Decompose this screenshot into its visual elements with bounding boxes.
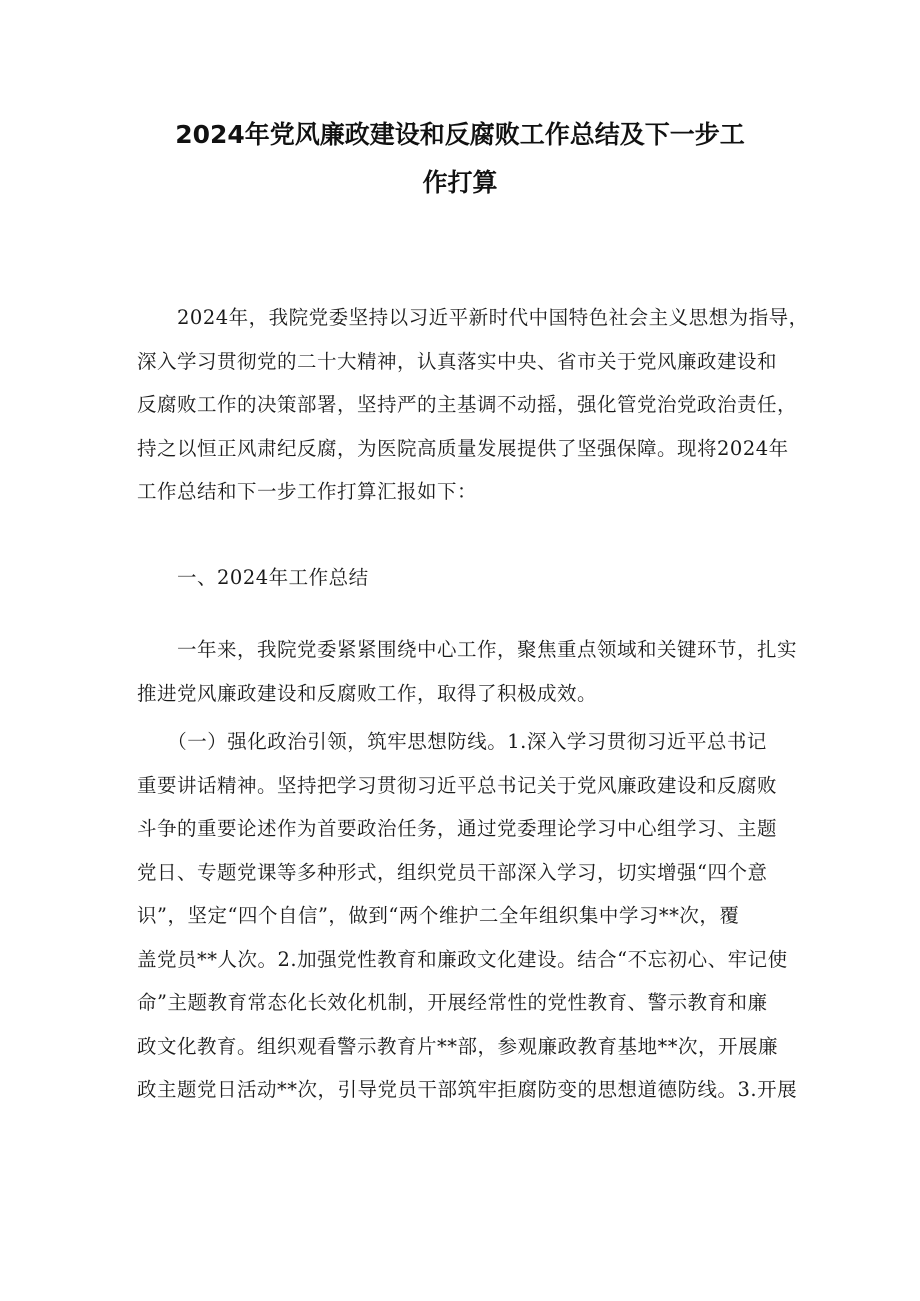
text-line: 推进党风廉政建设和反腐败工作，取得了积极成效。 [137,681,598,705]
text-line: 识”，坚定“四个自信”，做到“两个维护二全年组织集中学习**次，覆 [137,904,740,927]
document-title-line-1: 2024年党风廉政建设和反腐败工作总结及下一步工 [175,120,745,149]
text-line: 命”主题教育常态化长效化机制，开展经常性的党性教育、警示教育和廉 [137,991,768,1014]
paragraph-intro [137,296,809,514]
paragraph-overview [137,628,798,715]
text-line: 党日、专题党课等多种形式，组织党员干部深入学习，切实增强“四个意 [137,860,768,884]
text-line: 政主题党日活动**次，引导党员干部筑牢拒腐防变的思想道德防线。3.开展 [137,1078,798,1101]
text-line: （一）强化政治引领，筑牢思想防线。1.深入学习贯彻习近平总书记 [137,730,767,753]
text-line: 2024年，我院党委坚持以习近平新时代中国特色社会主义思想为指导， [137,306,809,329]
text-line: 盖党员**人次。2.加强党性教育和廉政文化建设。结合“不忘初心、牢记使 [137,947,788,971]
text-line: 工作总结和下一步工作打算汇报如下： [137,480,478,503]
text-line: 深入学习贯彻党的二十大精神，认真落实中央、省市关于党风廉政建设和 [137,349,778,373]
text-line: 政文化教育。组织观看警示教育片**部，参观廉政教育基地**次，开展廉 [137,1034,779,1058]
document-title-line-2: 作打算 [422,168,498,197]
text-line: 一年来，我院党委紧紧围绕中心工作，聚焦重点领域和关键环节，扎实 [137,638,798,661]
text-line: 斗争的重要论述作为首要政治任务，通过党委理论学习中心组学习、主题 [137,817,778,840]
paragraph-political-guidance [137,720,798,1112]
text-line: 重要讲话精神。坚持把学习贯彻习近平总书记关于党风廉政建设和反腐败 [137,773,778,797]
section-heading-text: 一、2024年工作总结 [137,566,369,589]
section-heading [137,556,791,600]
text-line: 持之以恒正风肃纪反腐，为医院高质量发展提供了坚强保障。现将2024年 [137,436,789,460]
text-line: 反腐败工作的决策部署，坚持严的主基调不动摇，强化管党治党政治责任， [137,393,798,416]
